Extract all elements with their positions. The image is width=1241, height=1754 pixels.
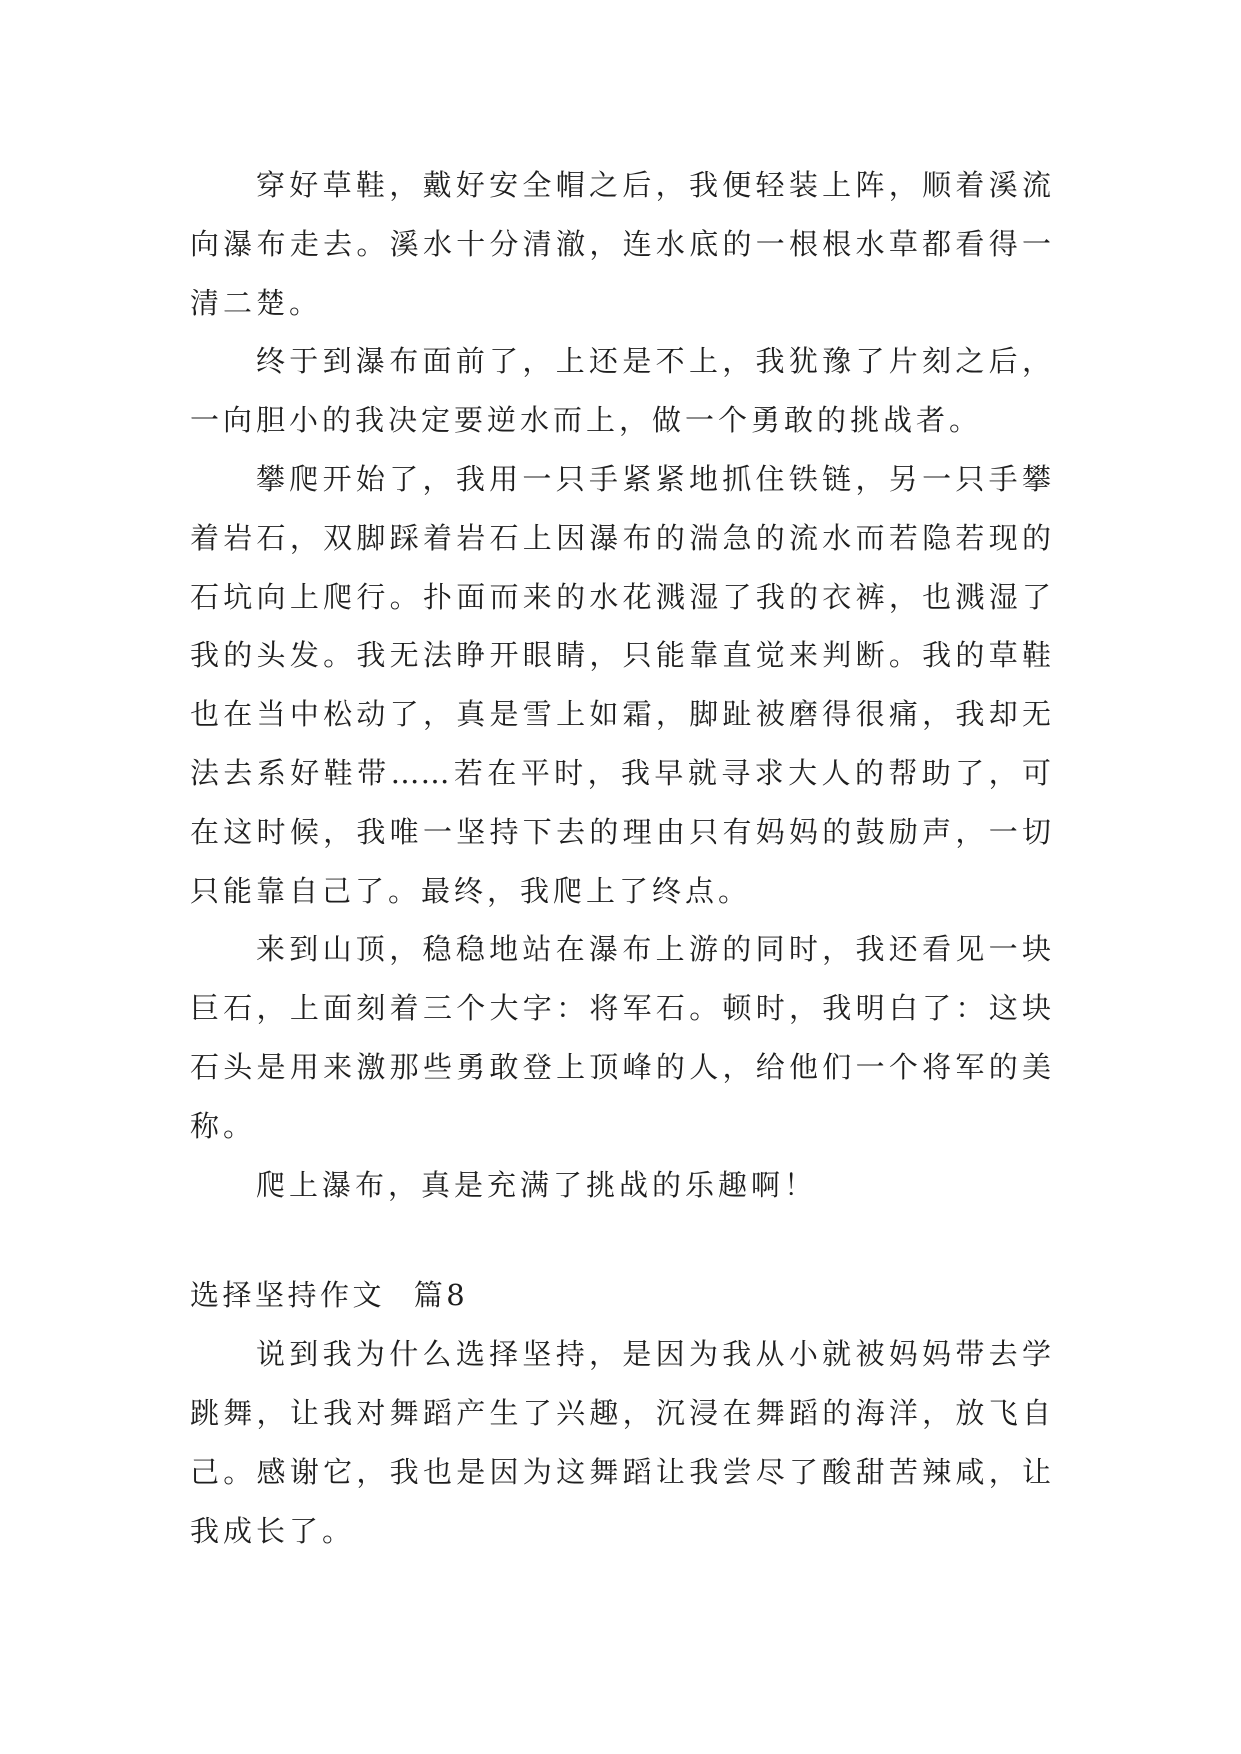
- paragraph-line: 着岩石，双脚踩着岩石上因瀑布的湍急的流水而若隐若现的: [190, 520, 1052, 555]
- paragraph-line: 说到我为什么选择坚持，是因为我从小就被妈妈带去学: [256, 1337, 1052, 1372]
- paragraph-line: 爬上瀑布，真是充满了挑战的乐趣啊！: [256, 1167, 818, 1202]
- paragraph: [190, 1325, 1052, 1560]
- section-heading: 选择坚持作文 篇8: [190, 1278, 469, 1313]
- paragraph-line: 穿好草鞋，戴好安全帽之后，我便轻装上阵，顺着溪流: [256, 168, 1052, 202]
- paragraph-line: 终于到瀑布面前了，上还是不上，我犹豫了片刻之后，: [256, 344, 1052, 379]
- paragraph-line: 石头是用来激那些勇敢登上顶峰的人，给他们一个将军的美: [190, 1049, 1052, 1084]
- paragraph-line: 攀爬开始了，我用一只手紧紧地抓住铁链，另一只手攀: [256, 461, 1052, 496]
- paragraph-line: 向瀑布走去。溪水十分清澈，连水底的一根根水草都看得一: [190, 226, 1052, 261]
- paragraph-line: 只能靠自己了。最终，我爬上了终点。: [190, 873, 752, 908]
- paragraph-line: 我的头发。我无法睁开眼睛，只能靠直觉来判断。我的草鞋: [190, 638, 1052, 673]
- paragraph-line: 一向胆小的我决定要逆水而上，做一个勇敢的挑战者。: [190, 403, 983, 438]
- paragraph-line: 来到山顶，稳稳地站在瀑布上游的同时，我还看见一块: [256, 932, 1052, 967]
- paragraph-line: 也在当中松动了，真是雪上如霜，脚趾被磨得很痛，我却无: [190, 697, 1052, 732]
- paragraph-line: 石坑向上爬行。扑面而来的水花溅湿了我的衣裤，也溅湿了: [190, 579, 1052, 614]
- paragraph-line: 我成长了。: [190, 1513, 356, 1548]
- document-body: [190, 156, 1052, 1560]
- paragraph: [190, 156, 1052, 332]
- paragraph-line: 巨石，上面刻着三个大字：将军石。顿时，我明白了：这块: [190, 991, 1052, 1026]
- paragraph-line: 己。感谢它，我也是因为这舞蹈让我尝尽了酸甜苦辣咸，让: [190, 1454, 1052, 1489]
- paragraph-line: 法去系好鞋带……若在平时，我早就寻求大人的帮助了，可: [190, 755, 1052, 790]
- paragraph: [190, 332, 1052, 450]
- paragraph: [190, 450, 1052, 920]
- paragraph: [190, 920, 1052, 1155]
- paragraph-line: 在这时候，我唯一坚持下去的理由只有妈妈的鼓励声，一切: [190, 814, 1052, 849]
- section-essay-8: [190, 1266, 1052, 1560]
- paragraph-line: 清二楚。: [190, 285, 323, 320]
- paragraph-line: 跳舞，让我对舞蹈产生了兴趣，沉浸在舞蹈的海洋，放飞自: [190, 1395, 1052, 1430]
- section-essay-7-ending: [190, 156, 1052, 1214]
- paragraph-line: 称。: [190, 1108, 257, 1143]
- paragraph: [190, 1156, 1052, 1215]
